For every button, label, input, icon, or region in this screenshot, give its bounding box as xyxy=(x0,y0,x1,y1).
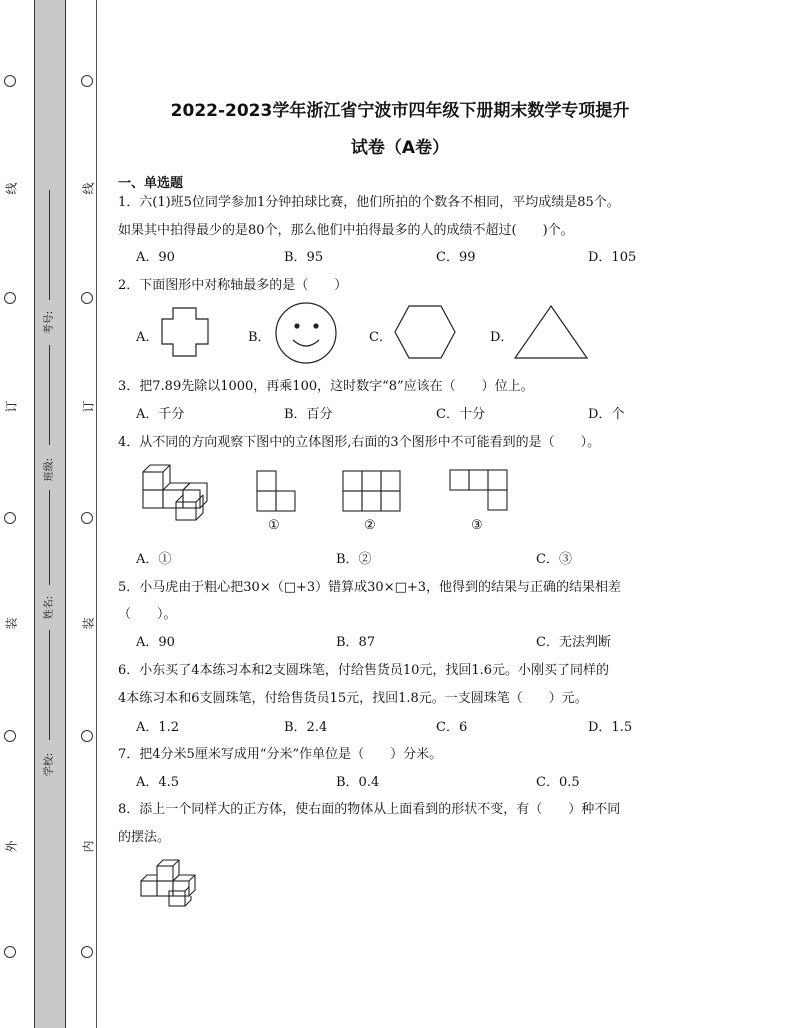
q5-line1: 5．小马虎由于粗心把30×（□+3）错算成30×□+3，他得到的结果与正确的结果相差 xyxy=(118,580,622,595)
field-class-line xyxy=(49,345,50,445)
solid-cube-figure xyxy=(140,462,210,524)
q8-line2: 的摆法。 xyxy=(118,830,171,845)
view-figure-2-label: ② xyxy=(364,518,376,533)
q2-option-d[interactable]: D． xyxy=(490,330,514,345)
view-figure-1-label: ① xyxy=(268,518,280,533)
section-heading: 一、单选题 xyxy=(118,176,184,191)
margin-char-ding-inner: 订 xyxy=(81,400,96,413)
q4-option-c[interactable]: C．③ xyxy=(536,552,572,567)
view-figure-3 xyxy=(449,469,511,511)
binding-strip-edge xyxy=(65,0,66,1028)
q7-option-c[interactable]: C．0.5 xyxy=(536,775,580,790)
binding-strip xyxy=(35,0,65,1028)
smiley-face-figure xyxy=(275,302,337,364)
binding-hole xyxy=(4,730,16,742)
q5-option-b[interactable]: B．87 xyxy=(336,635,376,650)
q8-line1: 8．添上一个同样大的正方体，使右面的物体从上面看到的形状不变，有（ ）种不同 xyxy=(118,802,621,817)
margin-char-xian: 线 xyxy=(4,182,19,195)
q6-option-a[interactable]: A．1.2 xyxy=(136,720,180,735)
margin-char-zhuang: 装 xyxy=(4,617,19,630)
q6-option-d[interactable]: D．1.5 xyxy=(588,720,633,735)
margin-char-xian-inner: 线 xyxy=(81,182,96,195)
field-school-line xyxy=(49,630,50,740)
q2-line1: 2．下面图形中对称轴最多的是（ ） xyxy=(118,278,348,293)
page-title: 2022-2023学年浙江省宁波市四年级下册期末数学专项提升 xyxy=(170,101,630,121)
field-school: 学校: xyxy=(44,752,56,777)
view-figure-3-label: ③ xyxy=(471,518,483,533)
field-class: 班级: xyxy=(44,457,56,482)
margin-char-ding: 订 xyxy=(4,400,19,413)
q2-option-a[interactable]: A． xyxy=(136,330,159,345)
q2-option-b[interactable]: B． xyxy=(248,330,271,345)
q4-line1: 4．从不同的方向观察下图中的立体图形,右面的3个图形中不可能看到的是（ ）。 xyxy=(118,435,601,450)
q1-option-a[interactable]: A．90 xyxy=(136,250,175,265)
q6-option-b[interactable]: B．2.4 xyxy=(284,720,328,735)
q3-option-a[interactable]: A．千分 xyxy=(136,407,185,422)
field-name-line xyxy=(49,490,50,585)
q3-option-b[interactable]: B．百分 xyxy=(284,407,333,422)
margin-char-zhuang-inner: 装 xyxy=(81,617,96,630)
q6-line2: 4本练习本和6支圆珠笔，付给售货员15元，找回1.8元。一支圆珠笔（ ）元。 xyxy=(118,691,588,706)
q2-option-c[interactable]: C． xyxy=(369,330,392,345)
q3-option-d[interactable]: D．个 xyxy=(588,407,625,422)
binding-hole xyxy=(81,292,93,304)
q1-option-b[interactable]: B．95 xyxy=(284,250,324,265)
page-subtitle: 试卷（A卷） xyxy=(350,138,450,158)
cube-stack-figure xyxy=(137,858,203,910)
q1-option-d[interactable]: D．105 xyxy=(588,250,637,265)
q4-option-a[interactable]: A．① xyxy=(136,552,172,567)
binding-hole xyxy=(4,512,16,524)
cross-shape-figure xyxy=(161,307,209,357)
field-exam-number-line xyxy=(49,190,50,300)
triangle-figure xyxy=(514,305,588,359)
binding-hole xyxy=(4,75,16,87)
q5-option-c[interactable]: C．无法判断 xyxy=(536,635,611,650)
margin-char-wai: 外 xyxy=(4,840,19,853)
hexagon-figure xyxy=(394,305,456,359)
q3-option-c[interactable]: C．十分 xyxy=(436,407,485,422)
binding-hole xyxy=(81,946,93,958)
binding-hole xyxy=(81,512,93,524)
q5-option-a[interactable]: A．90 xyxy=(136,635,175,650)
binding-hole xyxy=(4,946,16,958)
binding-inner-line xyxy=(96,0,97,1028)
q3-line1: 3．把7.89先除以1000，再乘100，这时数字“8”应该在（ ）位上。 xyxy=(118,379,534,394)
margin-char-nei: 内 xyxy=(81,840,96,853)
q1-option-c[interactable]: C．99 xyxy=(436,250,476,265)
q1-line2: 如果其中拍得最少的是80个，那么他们中拍得最多的人的成绩不超过( )个。 xyxy=(118,223,574,238)
q1-line1: 1．六(1)班5位同学参加1分钟拍球比赛，他们所拍的个数各不相同，平均成绩是85个。 xyxy=(118,195,620,210)
view-figure-1 xyxy=(256,470,296,512)
view-figure-2 xyxy=(342,470,402,512)
q7-option-a[interactable]: A．4.5 xyxy=(136,775,180,790)
q7-option-b[interactable]: B．0.4 xyxy=(336,775,380,790)
binding-hole xyxy=(4,292,16,304)
binding-hole xyxy=(81,730,93,742)
binding-hole xyxy=(81,75,93,87)
q6-line1: 6．小东买了4本练习本和2支圆珠笔，付给售货员10元，找回1.6元。小刚买了同样的 xyxy=(118,663,610,678)
q7-line1: 7．把4分米5厘米写成用“分米”作单位是（ ）分米。 xyxy=(118,747,443,762)
field-exam-number: 考号: xyxy=(44,310,56,335)
field-name: 姓名: xyxy=(44,595,56,620)
q5-line2: （ ）。 xyxy=(118,607,177,622)
q4-option-b[interactable]: B．② xyxy=(336,552,372,567)
q6-option-c[interactable]: C．6 xyxy=(436,720,468,735)
